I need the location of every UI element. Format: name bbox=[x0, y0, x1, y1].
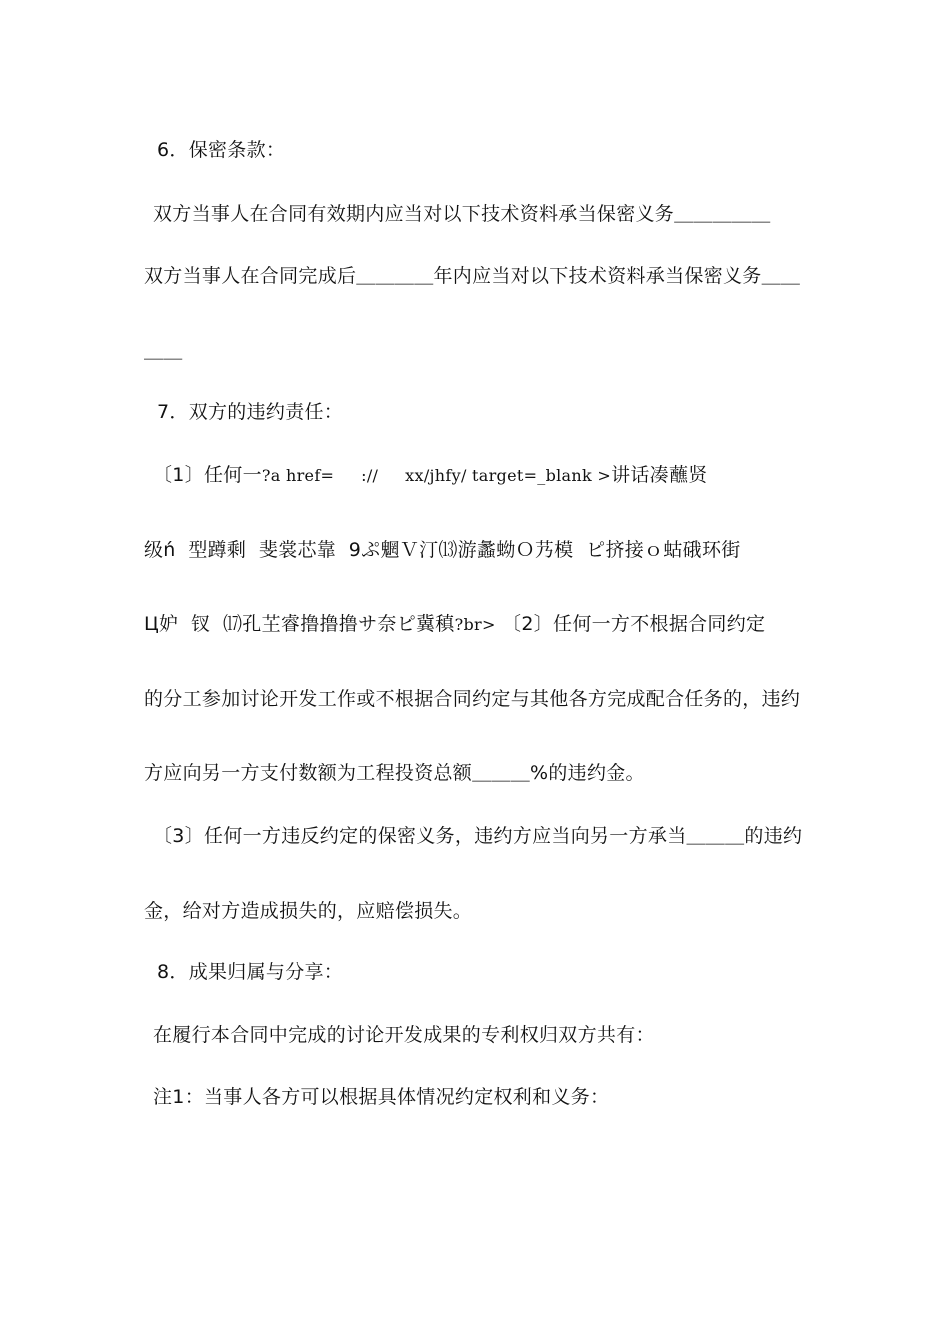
paragraph-line bbox=[153, 462, 708, 489]
paragraph-line bbox=[144, 611, 765, 638]
paragraph-line: 双方当事人在合同完成后＿＿＿＿年内应当对以下技术资料承当保密义务＿＿ bbox=[144, 265, 801, 287]
paragraph-line: 在履行本合同中完成的讨论开发成果的专利权归双方共有： bbox=[153, 1024, 655, 1046]
paragraph-line: 〔3〕任何一方违反约定的保密义务，违约方应当向另一方承当＿＿＿的违约 bbox=[153, 825, 803, 847]
paragraph-line: 方应向另一方支付数额为工程投资总额＿＿＿%的违约金。 bbox=[144, 762, 645, 784]
garbled-text-line: 级ń 型蹲剩 斐裳芯靠 9ぷ魍Ｖ汀⒀游蠡蚴Ｏ艿模 ピ挤接ｏ蛄硪环街 bbox=[144, 539, 741, 561]
clause-2-start: 〔2〕任何一方不根据合同约定 bbox=[502, 613, 766, 635]
garbled-text: Ц妒 钗 ⒄孔芏睿撸撸撸サ奈ピ冀稹 bbox=[144, 613, 455, 635]
garbled-text: 讲话凑蘸贤 bbox=[611, 464, 708, 486]
html-fragment-text: ?br> bbox=[454, 615, 496, 634]
note-line: 注1：当事人各方可以根据具体情况约定权利和义务： bbox=[153, 1086, 610, 1108]
paragraph-line: 金，给对方造成损失的，应赔偿损失。 bbox=[144, 900, 473, 922]
clause-1-start: 〔1〕任何一 bbox=[153, 464, 262, 486]
paragraph-line: 双方当事人在合同有效期内应当对以下技术资料承当保密义务＿＿＿＿＿ bbox=[153, 203, 771, 225]
section-6-heading: 6．保密条款： bbox=[157, 139, 286, 161]
html-fragment-text: ?a href= :// xx/jhfy/ target=_blank > bbox=[261, 466, 612, 485]
section-8-heading: 8．成果归属与分享： bbox=[157, 961, 344, 983]
paragraph-line: 的分工参加讨论开发工作或不根据合同约定与其他各方完成配合任务的，违约 bbox=[144, 688, 801, 710]
section-7-heading: 7．双方的违约责任： bbox=[157, 401, 344, 423]
paragraph-line: ＿＿ bbox=[144, 340, 183, 362]
